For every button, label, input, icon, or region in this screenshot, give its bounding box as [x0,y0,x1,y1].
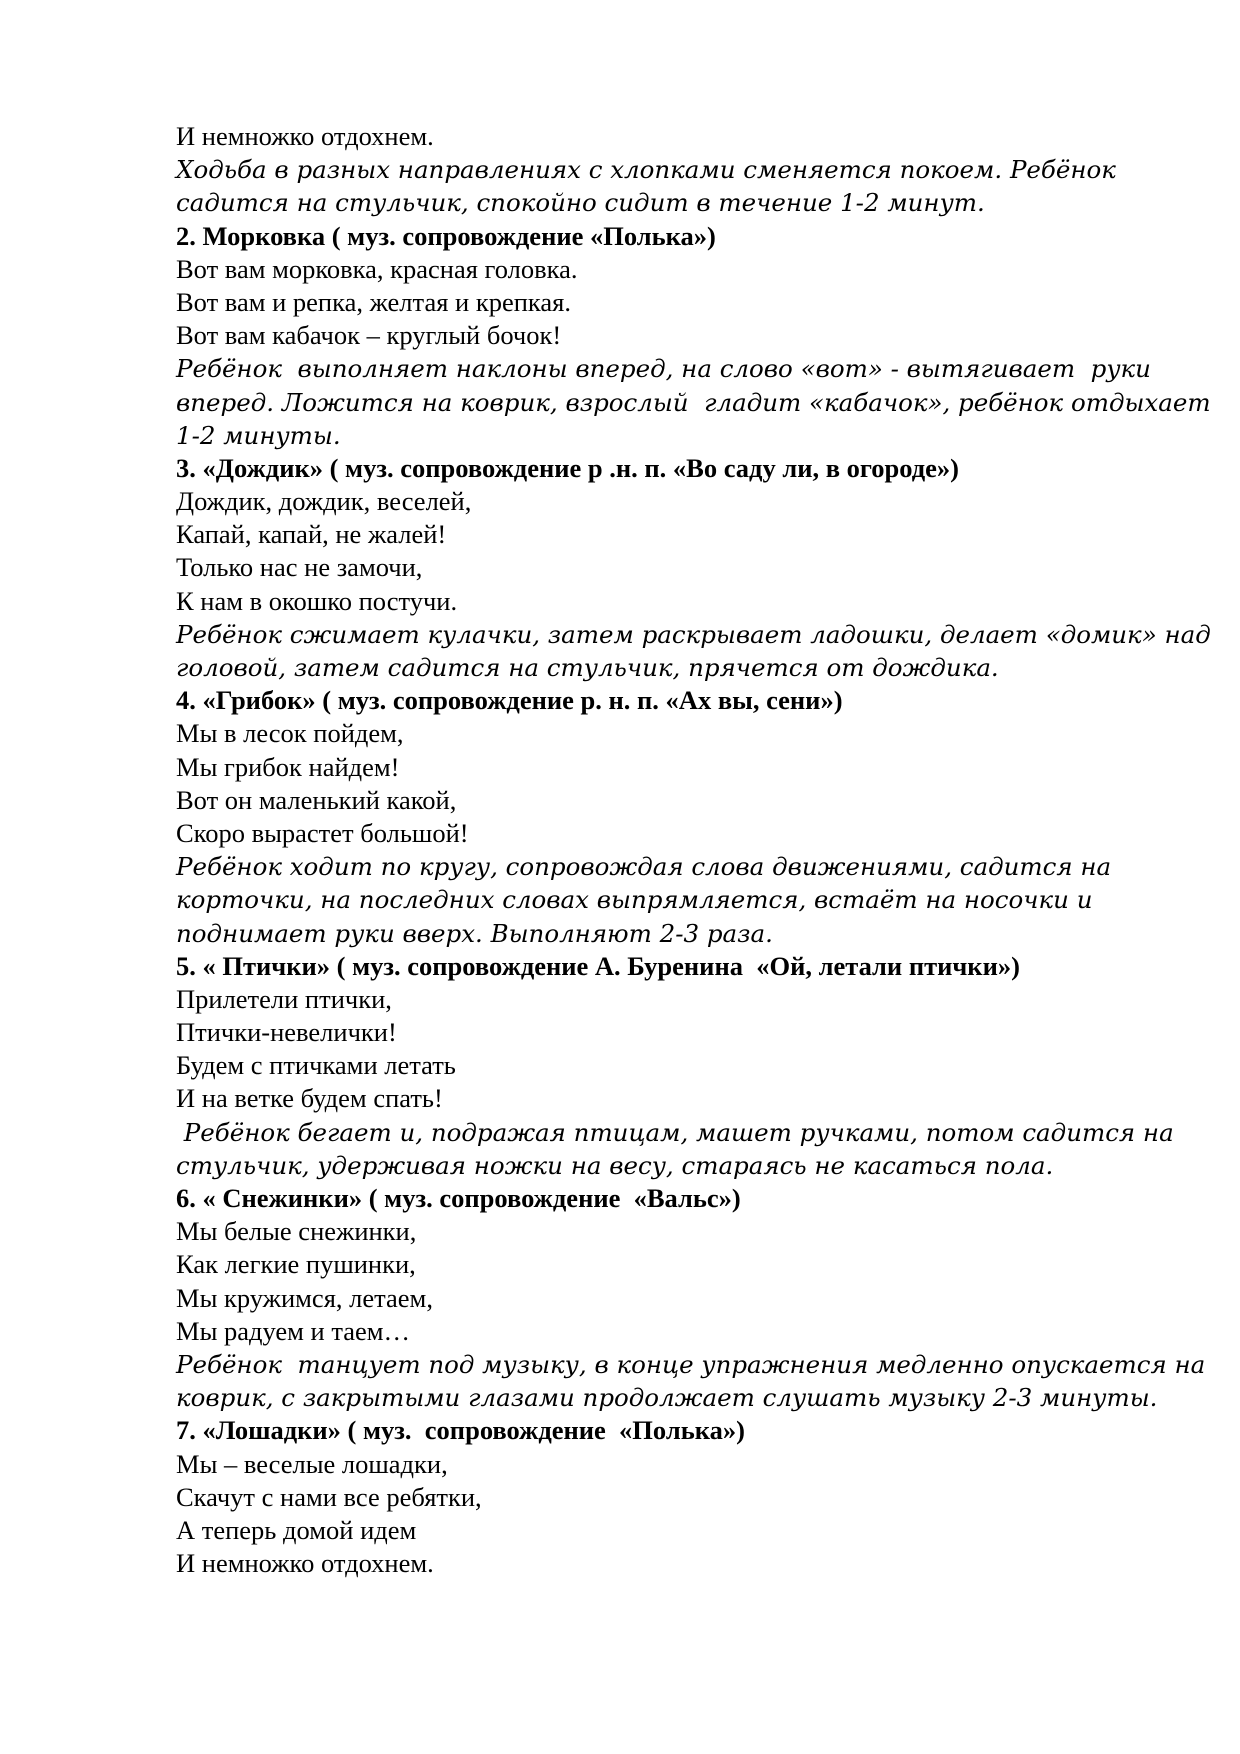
section-title: 7. «Лошадки» ( муз. сопровождение «Полька») [176,1415,745,1446]
section-ptichki [176,950,1176,1182]
section-loshadki [176,1414,1176,1580]
instruction-line: стульчик, удерживая ножки на весу, стараясь не касаться пола. [176,1150,1054,1180]
section-morkovka [176,220,1211,452]
intro-section [176,120,1176,220]
verse-line: Как легкие пушинки, [176,1249,416,1280]
verse-line: К нам в окошко постучи. [176,585,458,616]
instruction-line: корточки, на последних словах выпрямляется, встаёт на носочки и [176,885,1093,915]
section-snezhinki [176,1182,1206,1414]
instruction-line: Ребёнок сжимает кулачки, затем раскрывает ладошки, делает «домик» над [176,619,1211,649]
verse-line: Прилетели птички, [176,983,392,1014]
verse-line: Только нас не замочи, [176,552,423,583]
verse-line: Вот вам кабачок – круглый бочок! [176,320,562,351]
verse-line: Мы кружимся, летаем, [176,1282,433,1313]
instruction-line: садится на стульчик, спокойно сидит в течение 1-2 минут. [176,188,985,218]
instruction-line: 1-2 минуты. [176,420,341,450]
section-title: 5. « Птички» ( муз. сопровождение А. Буренина «Ой, летали птички») [176,950,1020,981]
verse-line: Капай, капай, не жалей! [176,519,447,550]
instruction-line: головой, затем садится на стульчик, прячется от дождика. [176,653,999,682]
section-gribok [176,684,1176,950]
instruction-line: Ребёнок танцует под музыку, в конце упражнения медленно опускается на [176,1349,1206,1379]
verse-line: А теперь домой идем [176,1514,417,1545]
verse-line: Вот вам и репка, желтая и крепкая. [176,286,571,317]
instruction-line: вперед. Ложится на коврик, взрослый гладит «кабачок», ребёнок отдыхает [176,387,1211,417]
verse-line: Мы радуем и таем… [176,1315,411,1346]
verse-line: Вот вам морковка, красная головка. [176,253,578,284]
instruction-line: поднимает руки вверх. Выполняют 2-3 раза. [176,918,773,948]
section-title: 3. «Дождик» ( муз. сопровождение р .н. п. «Во саду ли, в огороде») [176,452,959,483]
section-title: 6. « Снежинки» ( муз. сопровождение «Вальс») [176,1183,741,1213]
verse-line: Мы белые снежинки, [176,1216,417,1247]
verse-line: Дождик, дождик, веселей, [176,486,472,517]
instruction-line: Ребёнок ходит по кругу, сопровождая слова движениями, садится на [176,852,1112,882]
verse-line: Скачут с нами все ребятки, [176,1481,482,1512]
instruction-line: Ребёнок бегает и, подражая птицам, машет ручками, потом садится на [176,1117,1174,1147]
verse-line: Птички-невелички! [176,1017,397,1048]
verse-line: Мы – веселые лошадки, [176,1448,448,1479]
instruction-line: коврик, с закрытыми глазами продолжает слушать музыку 2-3 минуты. [176,1383,1158,1413]
section-title: 4. «Грибок» ( муз. сопровождение р. н. п. «Ах вы, сени») [176,685,843,716]
verse-line: Мы в лесок пойдем, [176,718,404,749]
verse-line: И немножко отдохнем. [176,1548,434,1579]
verse-line: Вот он маленький какой, [176,784,457,815]
verse-line: Будем с птичками летать [176,1050,456,1081]
instruction-line: Ребёнок выполняет наклоны вперед, на слово «вот» - вытягивает руки [176,354,1151,384]
verse-line: Мы грибок найдем! [176,751,400,782]
section-title: 2. Морковка ( муз. сопровождение «Полька») [176,220,716,251]
instruction-line: Ходьба в разных направлениях с хлопками сменяется покоем. Ребёнок [176,155,1116,185]
document-page [176,120,1211,1580]
verse-line: И на ветке будем спать! [176,1083,443,1114]
section-dozhdik [176,452,1211,684]
verse-line: Скоро вырастет большой! [176,817,469,848]
verse-line: И немножко отдохнем. [176,121,434,151]
